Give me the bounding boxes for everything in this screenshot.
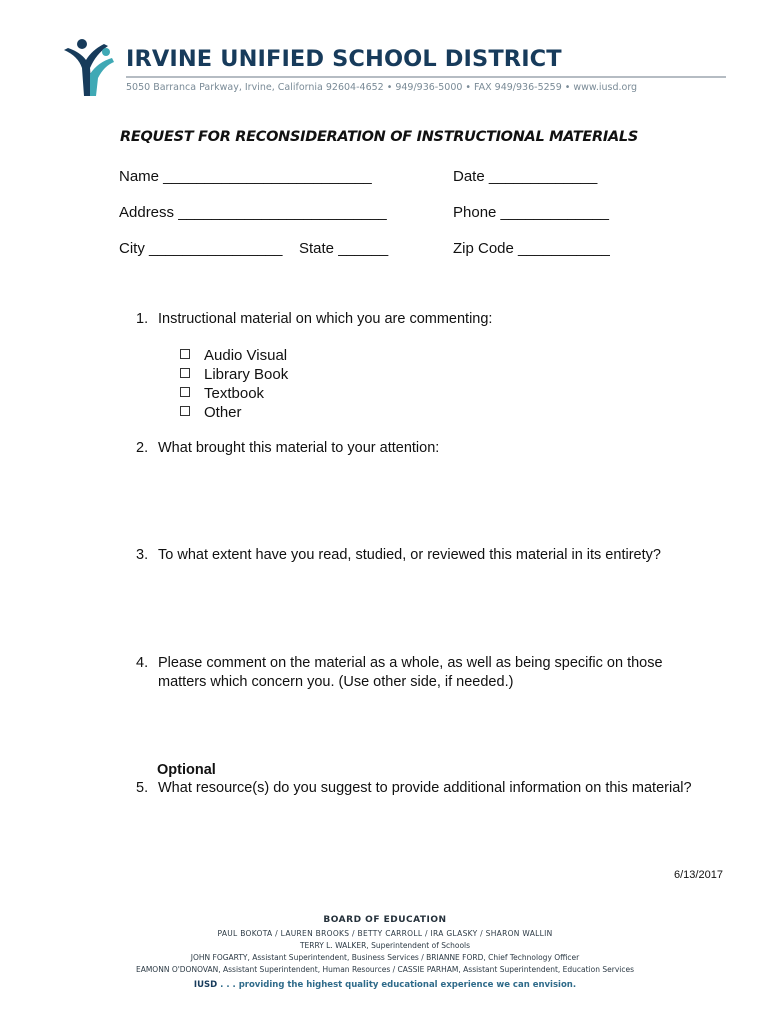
question-text: What brought this material to your attention: — [158, 440, 440, 456]
district-name: IRVINE UNIFIED SCHOOL DISTRICT — [126, 46, 562, 72]
administrators-line-1: JOHN FOGARTY, Assistant Superintendent, Business Services / BRIANNE FORD, Chief Technology Officer — [190, 953, 580, 962]
question-1 — [136, 311, 492, 327]
question-number: 5. — [136, 780, 149, 796]
board-members: PAUL BOKOTA / LAUREN BROOKS / BETTY CARROLL / IRA GLASKY / SHARON WALLIN — [217, 929, 553, 938]
question-3 — [136, 547, 661, 563]
option-other[interactable] — [180, 403, 288, 422]
revision-date: 6/13/2017 — [674, 869, 723, 881]
option-label: Textbook — [204, 385, 265, 402]
option-label: Library Book — [204, 366, 289, 383]
checkbox-icon[interactable] — [180, 349, 190, 359]
board-title: BOARD OF EDUCATION — [323, 915, 447, 925]
iusd-logo-icon — [62, 38, 122, 100]
question-text: Please comment on the material as a whole, as well as being specific on those matters which concern you. (Use other side, if needed.) — [158, 655, 663, 690]
option-library-book[interactable] — [180, 365, 288, 384]
option-label: Audio Visual — [204, 347, 288, 364]
zip-code-field[interactable]: Zip Code ___________ — [453, 240, 610, 257]
tagline-brand: IUSD — [193, 980, 218, 990]
question-4 — [136, 654, 696, 692]
question-number: 4. — [136, 655, 149, 671]
date-field[interactable]: Date _____________ — [453, 168, 598, 185]
question-5 — [136, 780, 692, 796]
name-field[interactable]: Name _________________________ — [119, 168, 372, 185]
material-type-checklist — [180, 346, 288, 422]
administrators-line-2: EAMONN O'DONOVAN, Assistant Superintendent, Human Resources / CASSIE PARHAM, Assistant Superintendent, Education Services — [135, 965, 635, 974]
question-2 — [136, 440, 439, 456]
question-number: 2. — [136, 440, 149, 456]
option-textbook[interactable] — [180, 384, 288, 403]
address-field[interactable]: Address _________________________ — [119, 204, 387, 221]
form-title: REQUEST FOR RECONSIDERATION OF INSTRUCTIONAL MATERIALS — [120, 129, 638, 145]
question-text: To what extent have you read, studied, or reviewed this material in its entirety? — [158, 547, 661, 563]
question-text: Instructional material on which you are commenting: — [158, 311, 493, 327]
question-text: What resource(s) do you suggest to provide additional information on this material? — [158, 780, 692, 796]
optional-label: Optional — [157, 762, 216, 778]
phone-field[interactable]: Phone _____________ — [453, 204, 609, 221]
option-label: Other — [204, 404, 242, 421]
state-field[interactable]: State ______ — [299, 240, 389, 257]
district-tagline — [0, 980, 770, 990]
checkbox-icon[interactable] — [180, 406, 190, 416]
superintendent-line: TERRY L. WALKER, Superintendent of Schools — [299, 941, 471, 950]
question-number: 3. — [136, 547, 149, 563]
checkbox-icon[interactable] — [180, 368, 190, 378]
city-field[interactable]: City ________________ — [119, 240, 283, 257]
header-divider — [126, 76, 726, 78]
option-audio-visual[interactable] — [180, 346, 288, 365]
tagline-text: . . . providing the highest quality educational experience we can envision. — [217, 980, 577, 990]
checkbox-icon[interactable] — [180, 387, 190, 397]
district-address: 5050 Barranca Parkway, Irvine, California 92604-4652 • 949/936-5000 • FAX 949/936-5259 • www.iusd.org — [126, 82, 638, 93]
question-number: 1. — [136, 311, 149, 327]
